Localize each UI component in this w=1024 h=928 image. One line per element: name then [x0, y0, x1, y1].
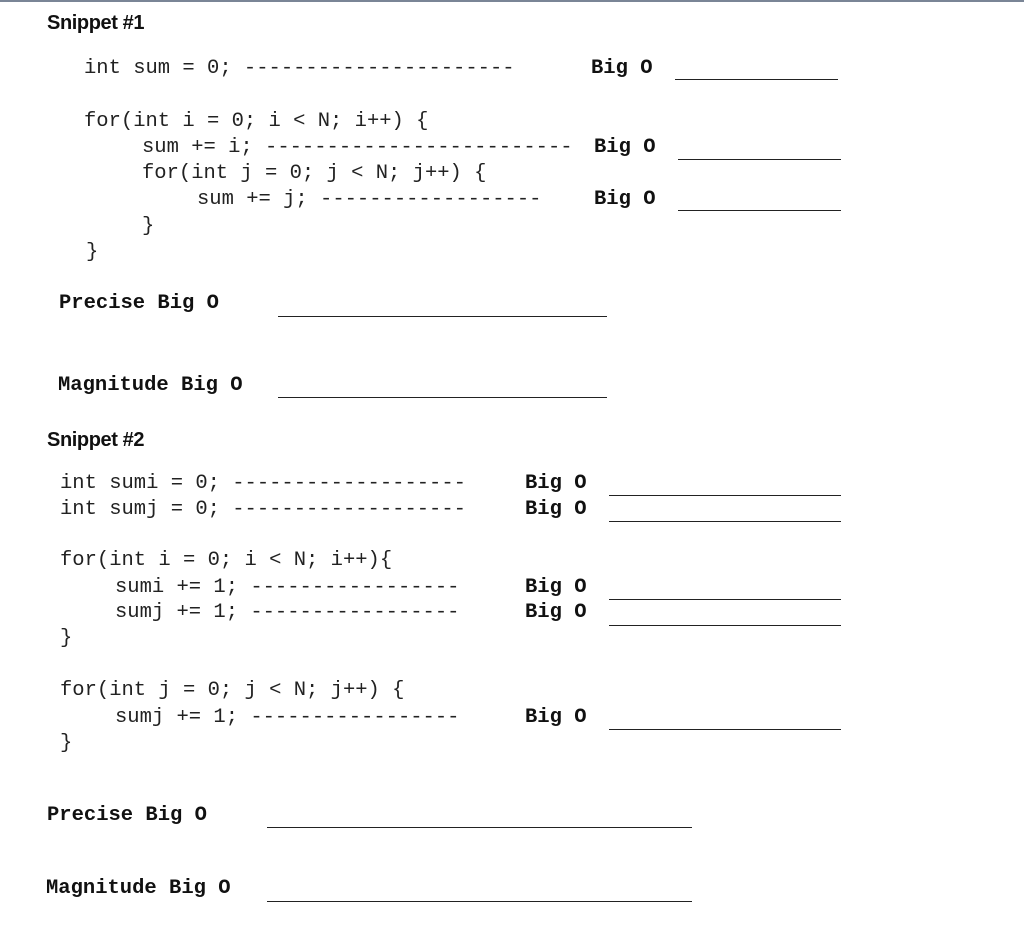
snippet-2-answer-blank[interactable] [609, 599, 841, 600]
snippet-1-heading: Snippet #1 [47, 12, 145, 34]
snippet-2-code-line: } [60, 732, 73, 755]
snippet-1-bigo-label: Big O [591, 57, 653, 80]
snippet-2-precise-blank[interactable] [267, 827, 692, 828]
snippet-2-code-line: int sumj = 0; ------------------- [60, 498, 466, 521]
snippet-2-code-line: } [60, 627, 73, 650]
snippet-2-heading: Snippet #2 [47, 429, 145, 451]
snippet-1-code-line: for(int j = 0; j < N; j++) { [142, 162, 487, 185]
snippet-2-code-line: int sumi = 0; ------------------- [60, 472, 466, 495]
snippet-2-answer-blank[interactable] [609, 729, 841, 730]
snippet-1-code-line: sum += j; ------------------ [197, 188, 542, 211]
snippet-1-magnitude-blank[interactable] [278, 397, 607, 398]
snippet-1-answer-blank[interactable] [678, 159, 841, 160]
top-border [0, 0, 1024, 2]
snippet-1-code-line: } [142, 215, 155, 238]
snippet-2-answer-blank[interactable] [609, 625, 841, 626]
snippet-2-bigo-label: Big O [525, 472, 587, 495]
snippet-1-answer-blank[interactable] [678, 210, 841, 211]
snippet-1-bigo-label: Big O [594, 136, 656, 159]
snippet-1-bigo-label: Big O [594, 188, 656, 211]
snippet-2-code-line: for(int i = 0; i < N; i++){ [60, 549, 393, 572]
snippet-2-answer-blank[interactable] [609, 495, 841, 496]
snippet-2-bigo-label: Big O [525, 498, 587, 521]
snippet-2-bigo-label: Big O [525, 706, 587, 729]
snippet-2-bigo-label: Big O [525, 601, 587, 624]
snippet-2-answer-blank[interactable] [609, 521, 841, 522]
snippet-2-magnitude-label: Magnitude Big O [46, 877, 231, 900]
snippet-2-code-line: sumi += 1; ----------------- [115, 576, 460, 599]
snippet-1-precise-blank[interactable] [278, 316, 607, 317]
snippet-2-code-line: for(int j = 0; j < N; j++) { [60, 679, 405, 702]
snippet-1-precise-label: Precise Big O [59, 292, 219, 315]
snippet-2-magnitude-blank[interactable] [267, 901, 692, 902]
snippet-2-code-line: sumj += 1; ----------------- [115, 601, 460, 624]
snippet-2-code-line: sumj += 1; ----------------- [115, 706, 460, 729]
snippet-1-magnitude-label: Magnitude Big O [58, 374, 243, 397]
snippet-1-code-line: } [86, 241, 99, 264]
snippet-2-bigo-label: Big O [525, 576, 587, 599]
snippet-1-answer-blank[interactable] [675, 79, 838, 80]
snippet-2-precise-label: Precise Big O [47, 804, 207, 827]
snippet-1-code-line: int sum = 0; ---------------------- [84, 57, 527, 80]
snippet-1-code-line: sum += i; ------------------------- [142, 136, 573, 159]
snippet-1-code-line: for(int i = 0; i < N; i++) { [84, 110, 429, 133]
